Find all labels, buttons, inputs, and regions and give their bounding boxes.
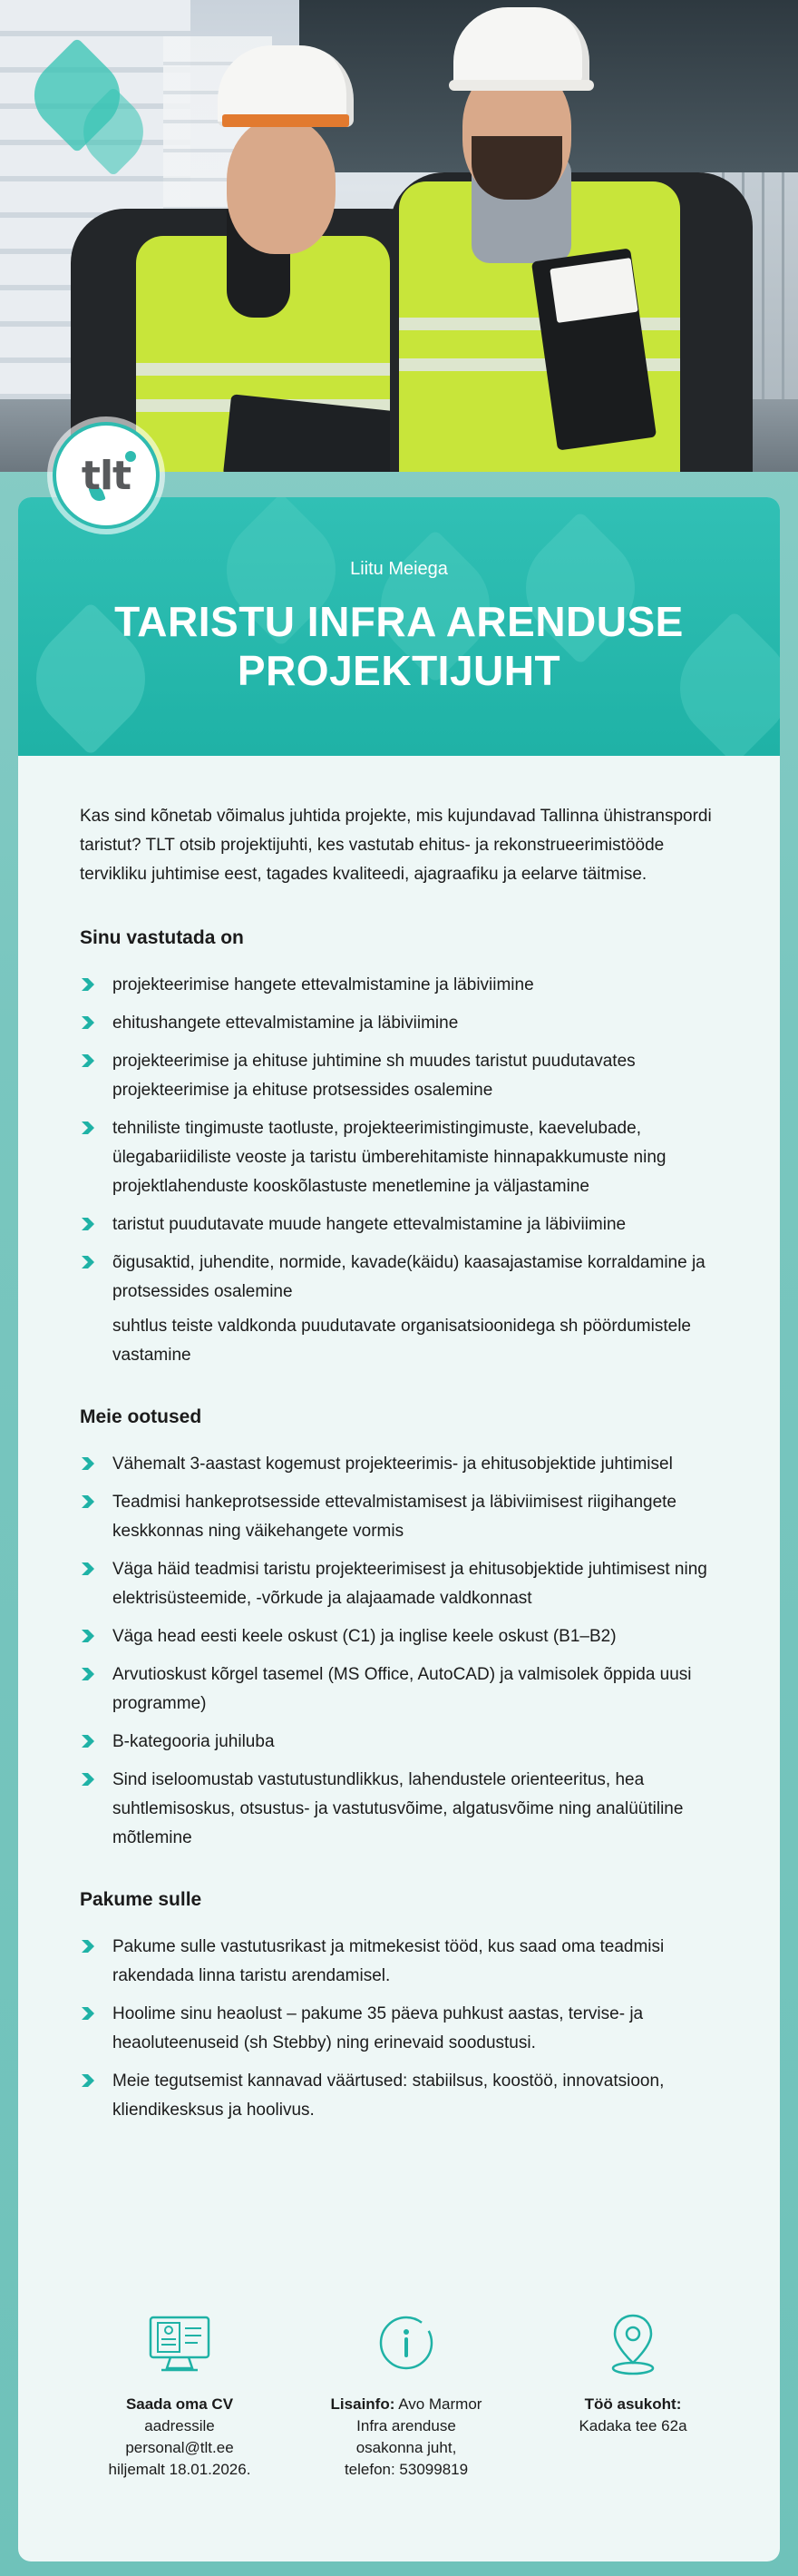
responsibility-item-text: projekteerimise ja ehituse juhtimine sh muudes taristut puudutavates projekteerimise ja ehituse protsessides osalemine xyxy=(112,1052,636,1100)
location-address: Kadaka tee 62a xyxy=(579,2417,687,2434)
offer-item xyxy=(80,2000,733,2058)
chevron-bullet-icon xyxy=(80,2072,96,2089)
responsibility-item xyxy=(80,1114,733,1201)
expectation-item xyxy=(80,1766,733,1853)
title-line-2: PROJEKTIJUHT xyxy=(237,647,561,694)
section-heading-responsibilities: Sinu vastutada on xyxy=(80,927,244,948)
chevron-bullet-icon xyxy=(80,1254,96,1270)
expectation-item-text: Sind iseloomustab vastutustundlikkus, lahendustele orienteeritus, hea suhtlemisoskus, otsustus- ja vastutusvõime, algatusvõime ning analüütiline mõtlemine xyxy=(112,1770,684,1847)
expectation-item-text: B-kategooria juhiluba xyxy=(112,1732,275,1751)
header-photo xyxy=(0,0,798,472)
chevron-bullet-icon xyxy=(80,1628,96,1644)
tlt-logo xyxy=(53,422,160,529)
chevron-bullet-icon xyxy=(80,2005,96,2022)
job-ad-card xyxy=(18,497,780,2561)
expectation-item xyxy=(80,1728,733,1757)
expectation-item-text: Väga head eesti keele oskust (C1) ja inglise keele oskust (B1–B2) xyxy=(112,1627,617,1646)
chevron-bullet-icon xyxy=(80,1455,96,1472)
hero-banner xyxy=(18,497,780,756)
info-icon xyxy=(370,2308,443,2381)
cv-email[interactable]: personal@tlt.ee xyxy=(125,2439,234,2456)
offer-item-text: Pakume sulle vastutusrikast ja mitmekesist tööd, kus saad oma teadmisi rakendada linna taristu arendamisel. xyxy=(112,1937,665,1985)
responsibility-item xyxy=(80,1047,733,1105)
expectation-item-text: Arvutioskust kõrgel tasemel (MS Office, AutoCAD) ja valmisolek õppida uusi programme) xyxy=(112,1665,692,1713)
expectation-item-text: Väga häid teadmisi taristu projekteerimisest ja ehitusobjektide juhtimisest ning elektrisüsteemide, -võrkude ja alajaamade valdkonnast xyxy=(112,1560,707,1608)
chevron-bullet-icon xyxy=(80,1733,96,1749)
chevron-bullet-icon xyxy=(80,1216,96,1232)
chevron-bullet-icon xyxy=(80,1494,96,1510)
title-line-1: TARISTU INFRA ARENDUSE xyxy=(114,598,684,645)
expectation-item xyxy=(80,1622,733,1651)
intro-text: Kas sind kõnetab võimalus juhtida projekte, mis kujundavad Tallinna ühistranspordi taristut? TLT otsib projektijuhti, kes vastutab ehitus- ja rekonstrueerimistööde tervikliku juhtimise eest, tagades kvaliteedi, ajagraafiku ja eelarve täitmise. xyxy=(80,807,712,884)
footer-info xyxy=(307,2308,506,2481)
offer-item xyxy=(80,1933,733,1991)
expectation-item-text: Vähemalt 3-aastast kogemust projekteerimis- ja ehitusobjektide juhtimisel xyxy=(112,1455,673,1474)
chevron-bullet-icon xyxy=(80,1014,96,1031)
section-heading-offer: Pakume sulle xyxy=(80,1889,202,1910)
responsibilities-list xyxy=(80,971,733,1307)
section-heading-expectations: Meie ootused xyxy=(80,1406,202,1427)
expectation-item xyxy=(80,1660,733,1719)
cv-title: Saada oma CV xyxy=(125,2395,234,2413)
page-title xyxy=(18,597,780,695)
expectation-item-text: Teadmisi hankeprotsesside ettevalmistamisest ja läbiviimisest riigihangete keskkonnas ning väikehangete vormis xyxy=(112,1493,676,1541)
cv-computer-icon xyxy=(143,2308,216,2381)
footer-location xyxy=(533,2308,733,2437)
info-line2: osakonna juht, xyxy=(355,2439,457,2456)
responsibility-item-text: taristut puudutavate muude hangete ettevalmistamine ja läbiviimine xyxy=(112,1215,627,1234)
expectations-list xyxy=(80,1450,733,1853)
hero-eyebrow: Liitu Meiega xyxy=(350,559,448,579)
info-line1: Infra arenduse xyxy=(356,2417,456,2434)
content xyxy=(80,802,733,2158)
responsibility-item xyxy=(80,1249,733,1307)
offer-item xyxy=(80,2067,733,2125)
chevron-bullet-icon xyxy=(80,1666,96,1682)
responsibility-item-text: ehitushangete ettevalmistamine ja läbiviimine xyxy=(112,1014,459,1033)
cv-deadline: hiljemalt 18.01.2026. xyxy=(108,2461,251,2478)
responsibility-item xyxy=(80,1009,733,1038)
responsibility-item-text: õigusaktid, juhendite, normide, kavade(käidu) kaasajastamise korraldamine ja protsessides osalemine xyxy=(112,1253,706,1301)
chevron-bullet-icon xyxy=(80,1771,96,1788)
chevron-bullet-icon xyxy=(80,976,96,993)
chevron-bullet-icon xyxy=(80,1938,96,1954)
offer-list xyxy=(80,1933,733,2125)
cv-line1: aadressile xyxy=(144,2417,215,2434)
location-pin-icon xyxy=(597,2308,669,2381)
logo-text: tlt xyxy=(81,452,131,499)
responsibility-item xyxy=(80,971,733,1000)
expectation-item xyxy=(80,1555,733,1613)
chevron-bullet-icon xyxy=(80,1053,96,1069)
info-phone[interactable]: telefon: 53099819 xyxy=(344,2461,469,2478)
expectation-item xyxy=(80,1488,733,1546)
offer-item-text: Hoolime sinu heaolust – pakume 35 päeva puhkust aastas, tervise- ja heaoluteenuseid (sh Stebby) ning erinevaid soodustusi. xyxy=(112,2004,644,2052)
footer-cv xyxy=(80,2308,279,2481)
responsibility-item-text: projekteerimise hangete ettevalmistamine ja läbiviimine xyxy=(112,975,534,994)
info-name: Avo Marmor xyxy=(398,2395,482,2413)
offer-item-text: Meie tegutsemist kannavad väärtused: stabiilsus, koostöö, innovatsioon, kliendikesksus ja hoolivus. xyxy=(112,2072,665,2120)
chevron-bullet-icon xyxy=(80,1561,96,1577)
responsibility-item xyxy=(80,1210,733,1239)
chevron-bullet-icon xyxy=(80,1120,96,1136)
responsibility-item-text: tehniliste tingimuste taotluste, projekteerimistingimuste, kaevelubade, ülegabariidiliste veoste ja taristu ümberehitamiste hinnapakkumuste ning projektlahenduste kooskõlastuste menetlemine ja väljastamine xyxy=(112,1119,667,1196)
responsibilities-extra: suhtlus teiste valdkonda puudutavate organisatsioonidega sh pöördumistele vastamine xyxy=(112,1317,691,1365)
expectation-item xyxy=(80,1450,733,1479)
location-title: Töö asukoht: xyxy=(584,2395,682,2413)
info-title: Lisainfo: xyxy=(330,2395,395,2413)
contact-footer xyxy=(80,2308,733,2517)
